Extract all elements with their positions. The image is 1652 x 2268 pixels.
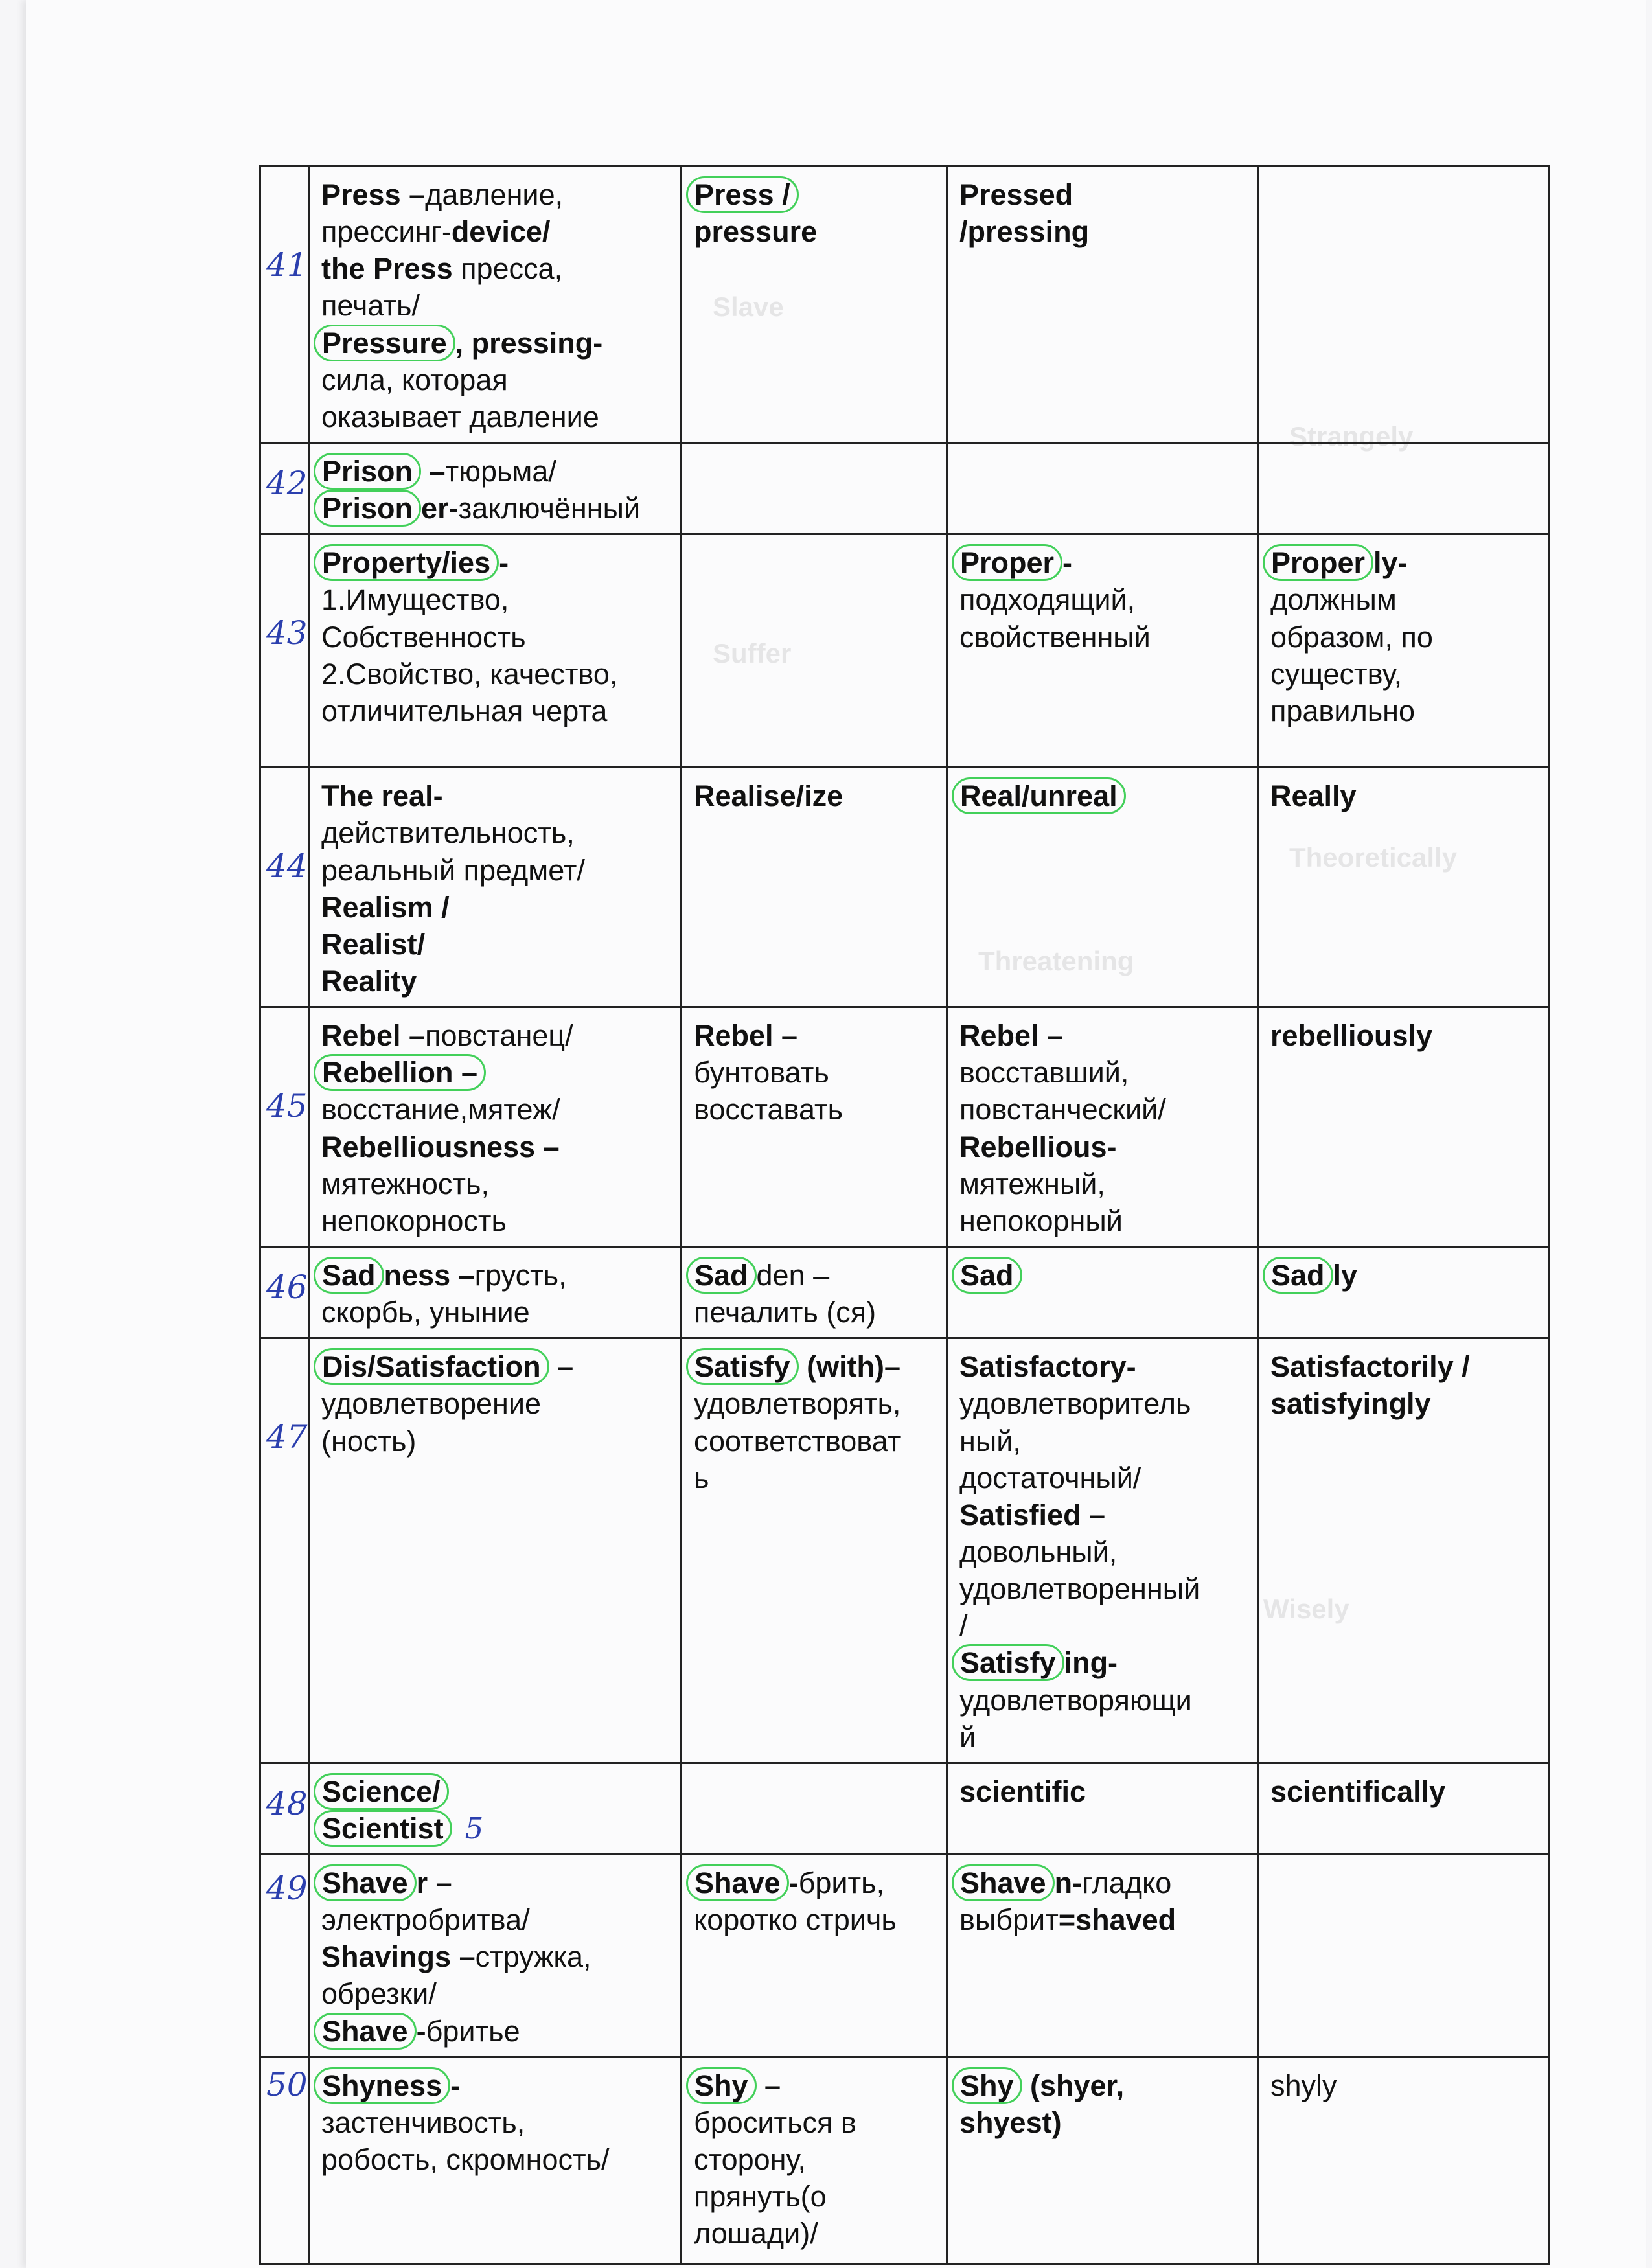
table-cell <box>947 1763 1258 1854</box>
cell-text-line: отличительная черта <box>321 694 608 727</box>
table-cell <box>947 534 1258 768</box>
table-cell <box>682 1763 947 1854</box>
cell-text-line: satisfyingly <box>1270 1387 1431 1421</box>
highlight-circle: Shy <box>686 2067 757 2104</box>
cell-text-line: довольный, <box>959 1535 1118 1568</box>
table-row <box>260 2057 1550 2264</box>
row-number-cell <box>260 166 309 443</box>
table-row <box>260 534 1550 768</box>
cell-text-line: Satisfactorily / <box>1270 1350 1470 1384</box>
cell-text-line <box>959 1257 1246 1294</box>
cell-text-line: scientific <box>959 1774 1086 1808</box>
cell-text-line: существу, <box>1270 657 1403 691</box>
highlight-circle: Proper <box>1263 544 1373 581</box>
table-cell <box>1258 2057 1550 2264</box>
table-cell <box>1258 1763 1550 1854</box>
table-cell <box>682 1246 947 1338</box>
handwritten-row-number: 43 <box>266 614 308 652</box>
cell-text-line: / <box>959 1609 968 1643</box>
table-cell <box>309 534 682 768</box>
handwritten-row-number: 45 <box>266 1087 308 1125</box>
table-cell <box>682 1007 947 1247</box>
highlight-circle: Press / <box>686 176 799 213</box>
bleed-through-text: Threatening <box>978 946 1134 976</box>
highlight-circle: Pressure <box>314 325 455 361</box>
table-body <box>260 166 1550 2265</box>
highlight-circle: Sad <box>686 1257 757 1294</box>
highlight-circle: Real/unreal <box>952 777 1126 814</box>
highlight-circle: Shave <box>314 1864 417 1901</box>
table-cell <box>1258 1246 1550 1338</box>
table-cell <box>1258 442 1550 534</box>
cell-text-line: (ность) <box>321 1424 417 1458</box>
table-cell <box>1258 1007 1550 1247</box>
cell-text-line: лошади)/ <box>694 2217 818 2251</box>
table-cell <box>309 1855 682 2057</box>
cell-text-line: Shave r – <box>321 1864 670 1901</box>
cell-text-line <box>321 1810 670 1847</box>
row-number-cell <box>260 768 309 1007</box>
cell-text-line: свойственный <box>959 620 1151 654</box>
table-row <box>260 768 1550 1007</box>
cell-text-line: Rebelliousness – <box>321 1130 560 1163</box>
table-cell <box>1258 768 1550 1007</box>
table-row <box>260 1007 1550 1247</box>
cell-text-line: /pressing <box>959 215 1090 249</box>
highlight-circle: Shave <box>686 1864 789 1901</box>
table-row <box>260 1763 1550 1854</box>
handwritten-row-number: 50 <box>266 2065 308 2103</box>
row-number-cell <box>260 1855 309 2057</box>
cell-text-line: Shave n-гладко <box>959 1864 1246 1901</box>
highlight-circle: Rebellion – <box>314 1054 486 1091</box>
cell-text-line: восставший, <box>959 1056 1129 1090</box>
cell-text-line: бунтовать <box>694 1056 829 1090</box>
bleed-through-text: Suffer <box>713 638 792 669</box>
cell-text-line: Shy (shyer, <box>959 2067 1246 2104</box>
table-row <box>260 1338 1550 1763</box>
table-cell <box>947 442 1258 534</box>
vocabulary-table <box>259 165 1550 2265</box>
cell-text-line: печать/ <box>321 289 420 323</box>
cell-text-line: Really <box>1270 779 1357 813</box>
cell-text-line: скорбь, уныние <box>321 1296 530 1329</box>
cell-text-line: застенчивость, <box>321 2105 525 2139</box>
handwritten-row-number: 41 <box>266 246 308 284</box>
table-cell <box>309 1246 682 1338</box>
handwritten-row-number: 46 <box>266 1268 308 1306</box>
cell-text-line <box>321 1773 670 1810</box>
handwritten-row-number: 47 <box>266 1418 308 1456</box>
cell-text-line: повстанческий/ <box>959 1093 1166 1127</box>
cell-text-line: Satisfy ing- <box>959 1644 1246 1681</box>
cell-text-line: the Press пресса, <box>321 252 563 286</box>
row-number-cell <box>260 442 309 534</box>
table-cell <box>309 1007 682 1247</box>
table-cell <box>1258 166 1550 443</box>
highlight-circle: Dis/Satisfaction <box>314 1348 549 1385</box>
cell-text-line: Sad ly <box>1270 1257 1538 1294</box>
cell-text-line: Satisfy (with)– <box>694 1348 935 1385</box>
cell-text-line: Shave -бритье <box>321 2013 670 2050</box>
table-cell <box>947 2057 1258 2264</box>
table-row <box>260 1855 1550 2057</box>
highlight-circle: Sad <box>952 1257 1022 1294</box>
table-cell <box>1258 534 1550 768</box>
table-cell <box>682 2057 947 2264</box>
cell-text-line: The real- <box>321 779 443 813</box>
highlight-circle: Prison <box>314 490 421 527</box>
cell-text-line: оказывает давление <box>321 400 599 433</box>
cell-text-line: Realism / <box>321 890 450 924</box>
cell-text-line: shyly <box>1270 2068 1337 2102</box>
cell-text-line: Shyness - <box>321 2067 670 2104</box>
cell-text-line: ь <box>694 1461 709 1495</box>
handwritten-row-number: 42 <box>266 464 308 502</box>
cell-text-line: Satisfied – <box>959 1498 1106 1531</box>
row-number-cell <box>260 1763 309 1854</box>
highlight-circle: Sad <box>1263 1257 1333 1294</box>
cell-text-line: удовлетворенный <box>959 1572 1200 1606</box>
cell-text-line: Sad ness –грусть, <box>321 1257 670 1294</box>
row-number-cell <box>260 1007 309 1247</box>
table-cell <box>309 442 682 534</box>
cell-text-line: мятежность, <box>321 1167 489 1200</box>
cell-text-line: правильно <box>1270 694 1416 727</box>
cell-text-line: shyest) <box>959 2105 1062 2139</box>
cell-text-line: удовлетворение <box>321 1387 542 1421</box>
cell-text-line: rebelliously <box>1270 1019 1433 1053</box>
handwritten-row-number: 48 <box>266 1784 308 1822</box>
cell-text-line: удовлетворять, <box>694 1387 901 1421</box>
highlight-circle: Shyness <box>314 2067 450 2104</box>
cell-text-line: непокорность <box>321 1204 507 1237</box>
row-number-cell <box>260 534 309 768</box>
table-cell <box>682 1855 947 2057</box>
cell-text-line: Shy – <box>694 2067 935 2104</box>
cell-text-line: непокорный <box>959 1204 1123 1237</box>
cell-text-line: Pressure , pressing- <box>321 325 670 361</box>
cell-text-line: Rebellious- <box>959 1130 1117 1163</box>
table-cell <box>309 768 682 1007</box>
table-cell <box>947 1246 1258 1338</box>
cell-text-line: Reality <box>321 964 417 998</box>
table-row <box>260 166 1550 443</box>
cell-text-line: восстание,мятеж/ <box>321 1093 560 1127</box>
cell-text-line: удовлетворяющи <box>959 1683 1192 1717</box>
cell-text-line: достаточный/ <box>959 1461 1141 1495</box>
handwritten-row-number: 44 <box>266 847 308 886</box>
cell-text-line: Prison er-заключённый <box>321 490 670 527</box>
highlight-circle: Sad <box>314 1257 384 1294</box>
cell-text-line: мятежный, <box>959 1167 1105 1200</box>
cell-text-line: робость, скромность/ <box>321 2143 610 2177</box>
table-cell <box>682 534 947 768</box>
cell-text-line: действительность, <box>321 816 575 850</box>
cell-text-line: Satisfactory- <box>959 1350 1136 1384</box>
highlight-circle: Science/ <box>314 1773 449 1810</box>
cell-text-line: ный, <box>959 1424 1021 1458</box>
table-cell <box>947 166 1258 443</box>
highlight-circle: Shave <box>314 2013 417 2050</box>
table-cell <box>947 1007 1258 1247</box>
bleed-through-text: Theoretically <box>1289 842 1458 873</box>
cell-text-line: восставать <box>694 1093 843 1127</box>
cell-text-line: Dis/Satisfaction – <box>321 1348 670 1385</box>
cell-text-line: образом, по <box>1270 620 1433 654</box>
cell-text-line: Realist/ <box>321 927 426 961</box>
cell-text-line: Pressed <box>959 178 1073 211</box>
highlight-circle: Scientist <box>314 1810 452 1847</box>
cell-text-line: 1.Имущество, <box>321 583 509 617</box>
cell-text-line: соответствоват <box>694 1424 901 1458</box>
bleed-through-text: Strangely <box>1289 421 1414 452</box>
cell-text-line: Property/ies - <box>321 544 670 581</box>
highlight-circle: Proper <box>952 544 1062 581</box>
cell-text-line: коротко стричь <box>694 1903 897 1937</box>
cell-text-line: scientifically <box>1270 1774 1446 1808</box>
table-cell <box>309 1763 682 1854</box>
cell-text-line: печалить (ся) <box>694 1296 877 1329</box>
highlight-circle: Property/ies <box>314 544 499 581</box>
cell-text-line: й <box>959 1720 976 1754</box>
cell-text-line: обрезки/ <box>321 1977 437 2011</box>
table-cell <box>947 768 1258 1007</box>
cell-text-line: удовлетворитель <box>959 1387 1191 1421</box>
cell-text-line: броситься в <box>694 2105 856 2139</box>
cell-text-line: Shave -брить, <box>694 1864 935 1901</box>
cell-text-line: Собственность <box>321 620 526 654</box>
table-cell <box>1258 1855 1550 2057</box>
cell-text-line <box>959 777 1246 814</box>
cell-text-line: Sad den – <box>694 1257 935 1294</box>
cell-text-line: прессинг-device/ <box>321 215 551 249</box>
cell-text-line: 2.Свойство, качество, <box>321 657 618 691</box>
cell-text-line <box>694 176 935 213</box>
cell-text-line: выбрит=shaved <box>959 1903 1176 1937</box>
cell-text-line: должным <box>1270 583 1397 617</box>
row-number-cell <box>260 2057 309 2264</box>
highlight-circle: Shave <box>952 1864 1055 1901</box>
bleed-through-text: Wisely <box>1263 1594 1349 1624</box>
table-cell <box>682 442 947 534</box>
table-cell <box>682 1338 947 1763</box>
cell-text-line <box>321 1054 670 1091</box>
table-cell <box>947 1855 1258 2057</box>
handwritten-mark: 5 <box>465 1811 484 1846</box>
bleed-through-text: Slave <box>713 292 784 322</box>
cell-text-line: Prison –тюрьма/ <box>321 453 670 490</box>
handwritten-row-number: 49 <box>266 1870 308 1908</box>
cell-text-line: Proper - <box>959 544 1246 581</box>
table-cell <box>947 1338 1258 1763</box>
table-row <box>260 1246 1550 1338</box>
table-row <box>260 442 1550 534</box>
table-cell <box>682 768 947 1007</box>
cell-text-line: Rebel –повстанец/ <box>321 1019 573 1053</box>
cell-text-line: прянуть(о <box>694 2180 827 2214</box>
table-cell <box>682 166 947 443</box>
row-number-cell <box>260 1338 309 1763</box>
cell-text-line: подходящий, <box>959 583 1136 617</box>
cell-text-line: Rebel – <box>694 1019 798 1053</box>
highlight-circle: Satisfy <box>952 1644 1064 1681</box>
cell-text-line: сторону, <box>694 2143 807 2177</box>
cell-text-line: pressure <box>694 215 818 249</box>
cell-text-line: Press –давление, <box>321 178 564 211</box>
highlight-circle: Prison <box>314 453 421 490</box>
cell-text-line: Rebel – <box>959 1019 1064 1053</box>
row-number-cell <box>260 1246 309 1338</box>
cell-text-line: сила, которая <box>321 363 508 396</box>
highlight-circle: Shy <box>952 2067 1022 2104</box>
cell-text-line: Proper ly- <box>1270 544 1538 581</box>
cell-text-line: Realise/ize <box>694 779 843 813</box>
cell-text-line: Shavings –стружка, <box>321 1940 591 1974</box>
table-cell <box>309 2057 682 2264</box>
table-cell <box>309 1338 682 1763</box>
table-cell <box>309 166 682 443</box>
highlight-circle: Satisfy <box>686 1348 799 1385</box>
table-cell <box>1258 1338 1550 1763</box>
cell-text-line: электробритва/ <box>321 1903 530 1937</box>
cell-text-line: реальный предмет/ <box>321 853 585 887</box>
